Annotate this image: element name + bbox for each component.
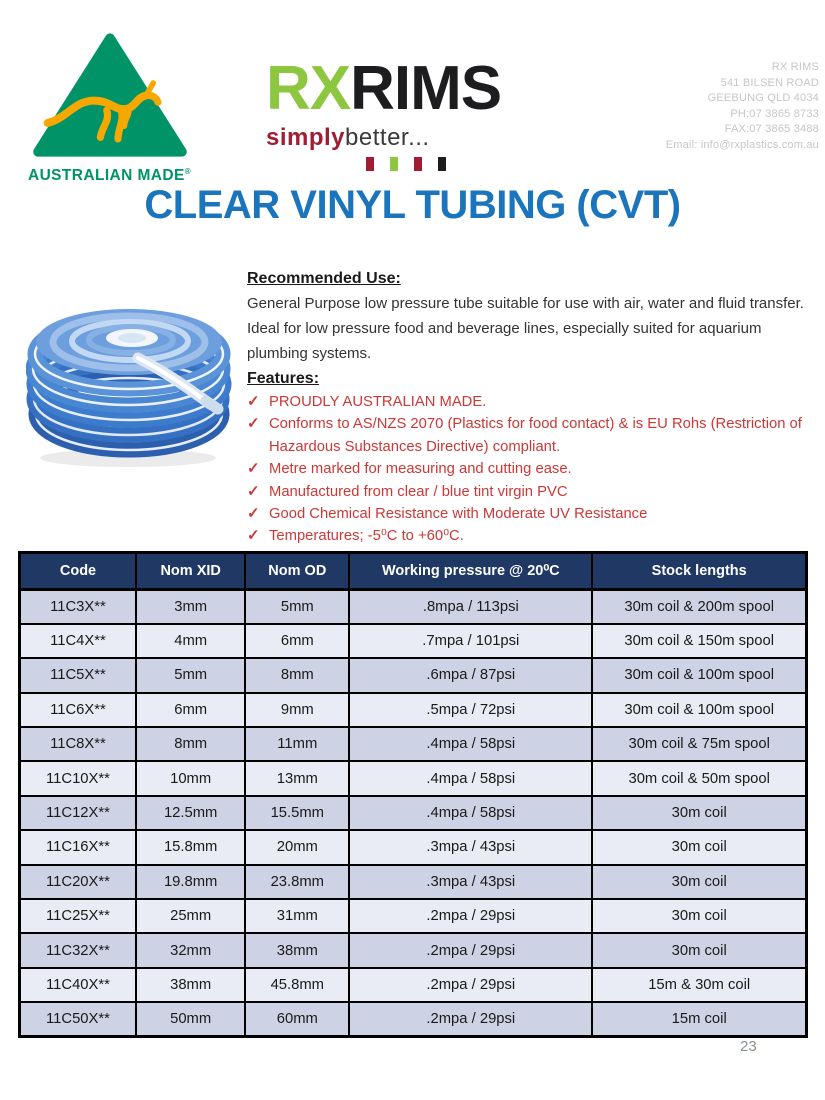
- table-cell: .2mpa / 29psi: [349, 968, 592, 1002]
- logo-color-squares: [266, 157, 566, 176]
- table-row: [20, 658, 807, 692]
- contact-line: RX RIMS: [771, 61, 819, 73]
- spec-table-body: [20, 590, 807, 1037]
- table-cell: 23.8mm: [245, 865, 349, 899]
- recommended-use-body: General Purpose low pressure tube suitable for use with air, water and fluid transfer. Ideal for low pressure food and beverage lines, especially suited for aquarium plumbing systems.: [247, 295, 804, 362]
- contact-line: 541 BILSEN ROAD: [720, 76, 819, 89]
- table-row: [20, 796, 807, 830]
- table-cell: 11C32X**: [20, 933, 136, 967]
- table-row: [20, 830, 807, 864]
- table-cell: 11C20X**: [20, 865, 136, 899]
- checkmark-icon: ✓: [247, 461, 260, 478]
- table-cell: .7mpa / 101psi: [349, 624, 592, 658]
- table-cell: 38mm: [136, 968, 245, 1002]
- contact-line: FAX:07 3865 3488: [724, 123, 819, 135]
- contact-block: [589, 60, 819, 153]
- table-cell: 6mm: [245, 624, 349, 658]
- table-cell: 30m coil & 50m spool: [592, 761, 806, 795]
- table-cell: 11C16X**: [20, 830, 136, 864]
- table-cell: 8mm: [136, 727, 245, 761]
- table-cell: .8mpa / 113psi: [349, 590, 592, 624]
- page-title: CLEAR VINYL TUBING (CVT): [144, 183, 681, 227]
- table-cell: 20mm: [245, 830, 349, 864]
- table-cell: .2mpa / 29psi: [349, 933, 592, 967]
- table-row: [20, 933, 807, 967]
- table-cell: 30m coil: [592, 830, 806, 864]
- table-cell: 5mm: [136, 658, 245, 692]
- table-cell: 3mm: [136, 590, 245, 624]
- table-cell: 12.5mm: [136, 796, 245, 830]
- feature-text: PROUDLY AUSTRALIAN MADE.: [269, 394, 487, 410]
- table-cell: 9mm: [245, 693, 349, 727]
- feature-text: Good Chemical Resistance with Moderate UV Resistance: [269, 506, 648, 523]
- table-cell: 30m coil & 75m spool: [592, 727, 806, 761]
- table-cell: 30m coil & 100m spool: [592, 693, 806, 727]
- table-cell: 15.5mm: [245, 796, 349, 830]
- table-header-row: [20, 553, 807, 590]
- table-cell: 19.8mm: [136, 865, 245, 899]
- checkmark-icon: ✓: [247, 528, 260, 545]
- table-cell: 15m coil: [592, 1002, 806, 1036]
- table-header-cell: Code: [20, 553, 136, 590]
- recommended-use-heading: Recommended Use:: [247, 270, 401, 287]
- table-cell: 38mm: [245, 933, 349, 967]
- content-column: [247, 270, 807, 548]
- feature-item: [247, 458, 807, 480]
- table-row: [20, 865, 807, 899]
- table-cell: 13mm: [245, 761, 349, 795]
- tagline-simply: simply: [266, 124, 346, 151]
- table-row: [20, 727, 807, 761]
- logo-tagline: [266, 124, 566, 152]
- table-cell: .4mpa / 58psi: [349, 796, 592, 830]
- table-cell: 10mm: [136, 761, 245, 795]
- table-cell: 25mm: [136, 899, 245, 933]
- logo-square: [390, 157, 398, 171]
- australian-made-logo: [22, 30, 197, 185]
- table-cell: 11C8X**: [20, 727, 136, 761]
- table-cell: 30m coil & 200m spool: [592, 590, 806, 624]
- features-list: [247, 391, 807, 548]
- logo-rx-text: RX: [266, 54, 351, 123]
- table-cell: 15.8mm: [136, 830, 245, 864]
- contact-line: GEEBUNG QLD 4034: [707, 92, 819, 104]
- contact-line: Email: info@rxplastics.com.au: [665, 138, 819, 151]
- feature-item: [247, 481, 807, 503]
- table-cell: 11C25X**: [20, 899, 136, 933]
- table-cell: 11C10X**: [20, 761, 136, 795]
- registered-mark: ®: [184, 167, 191, 176]
- table-cell: 11C6X**: [20, 693, 136, 727]
- logo-square: [438, 157, 446, 171]
- spec-table-container: [18, 551, 808, 1038]
- table-cell: .2mpa / 29psi: [349, 1002, 592, 1036]
- feature-item: [247, 503, 807, 525]
- table-header-cell: Nom OD: [245, 553, 349, 590]
- spec-table: [18, 551, 808, 1038]
- table-cell: .6mpa / 87psi: [349, 658, 592, 692]
- table-cell: 11C3X**: [20, 590, 136, 624]
- logo-square: [414, 157, 422, 171]
- feature-item: [247, 413, 807, 458]
- logo-rims-text: RIMS: [350, 54, 502, 123]
- product-photo-tubing-coil: [26, 286, 236, 472]
- contact-line: PH:07 3865 8733: [730, 107, 819, 120]
- table-cell: 45.8mm: [245, 968, 349, 1002]
- table-cell: 30m coil: [592, 899, 806, 933]
- table-row: [20, 761, 807, 795]
- table-cell: 11mm: [245, 727, 349, 761]
- table-cell: .4mpa / 58psi: [349, 727, 592, 761]
- table-cell: 11C50X**: [20, 1002, 136, 1036]
- checkmark-icon: ✓: [247, 416, 260, 433]
- feature-text: Metre marked for measuring and cutting ease.: [269, 461, 572, 478]
- table-cell: .4mpa / 58psi: [349, 761, 592, 795]
- feature-item: [247, 391, 807, 413]
- table-cell: 30m coil & 150m spool: [592, 624, 806, 658]
- checkmark-icon: ✓: [247, 506, 260, 523]
- table-cell: 31mm: [245, 899, 349, 933]
- table-cell: .5mpa / 72psi: [349, 693, 592, 727]
- table-row: [20, 1002, 807, 1036]
- page-number: 23: [740, 1038, 757, 1055]
- table-cell: 30m coil & 100m spool: [592, 658, 806, 692]
- table-cell: 11C4X**: [20, 624, 136, 658]
- table-cell: 32mm: [136, 933, 245, 967]
- table-cell: .3mpa / 43psi: [349, 830, 592, 864]
- table-cell: 60mm: [245, 1002, 349, 1036]
- logo-square: [366, 157, 374, 171]
- table-header-cell: Nom XID: [136, 553, 245, 590]
- tagline-better: better...: [345, 124, 430, 151]
- table-cell: 50mm: [136, 1002, 245, 1036]
- checkmark-icon: ✓: [247, 394, 260, 410]
- table-cell: 30m coil: [592, 865, 806, 899]
- rx-rims-wordmark: [266, 54, 566, 123]
- table-header-cell: Stock lengths: [592, 553, 806, 590]
- table-cell: .2mpa / 29psi: [349, 899, 592, 933]
- table-cell: 11C40X**: [20, 968, 136, 1002]
- table-row: [20, 590, 807, 624]
- table-cell: 30m coil: [592, 796, 806, 830]
- table-row: [20, 899, 807, 933]
- table-cell: 4mm: [136, 624, 245, 658]
- rx-rims-logo: [266, 54, 566, 176]
- table-cell: 15m & 30m coil: [592, 968, 806, 1002]
- feature-text: Conforms to AS/NZS 2070 (Plastics for food contact) & is EU Rohs (Restriction of Hazardous Substances Directive) compliant.: [269, 416, 802, 455]
- features-heading: Features:: [247, 370, 320, 387]
- feature-item: [247, 525, 807, 547]
- table-cell: .3mpa / 43psi: [349, 865, 592, 899]
- feature-text: Temperatures; -5⁰C to +60⁰C.: [269, 528, 464, 545]
- table-row: [20, 693, 807, 727]
- australian-made-triangle-kangaroo-icon: [30, 30, 190, 160]
- table-row: [20, 968, 807, 1002]
- feature-text: Manufactured from clear / blue tint virgin PVC: [269, 483, 568, 500]
- table-cell: 30m coil: [592, 933, 806, 967]
- table-cell: 6mm: [136, 693, 245, 727]
- table-cell: 11C5X**: [20, 658, 136, 692]
- table-cell: 11C12X**: [20, 796, 136, 830]
- australian-made-label: AUSTRALIAN MADE®: [28, 167, 191, 185]
- table-header-cell: Working pressure @ 20⁰C: [349, 553, 592, 590]
- checkmark-icon: ✓: [247, 483, 260, 500]
- table-row: [20, 624, 807, 658]
- table-cell: 8mm: [245, 658, 349, 692]
- table-cell: 5mm: [245, 590, 349, 624]
